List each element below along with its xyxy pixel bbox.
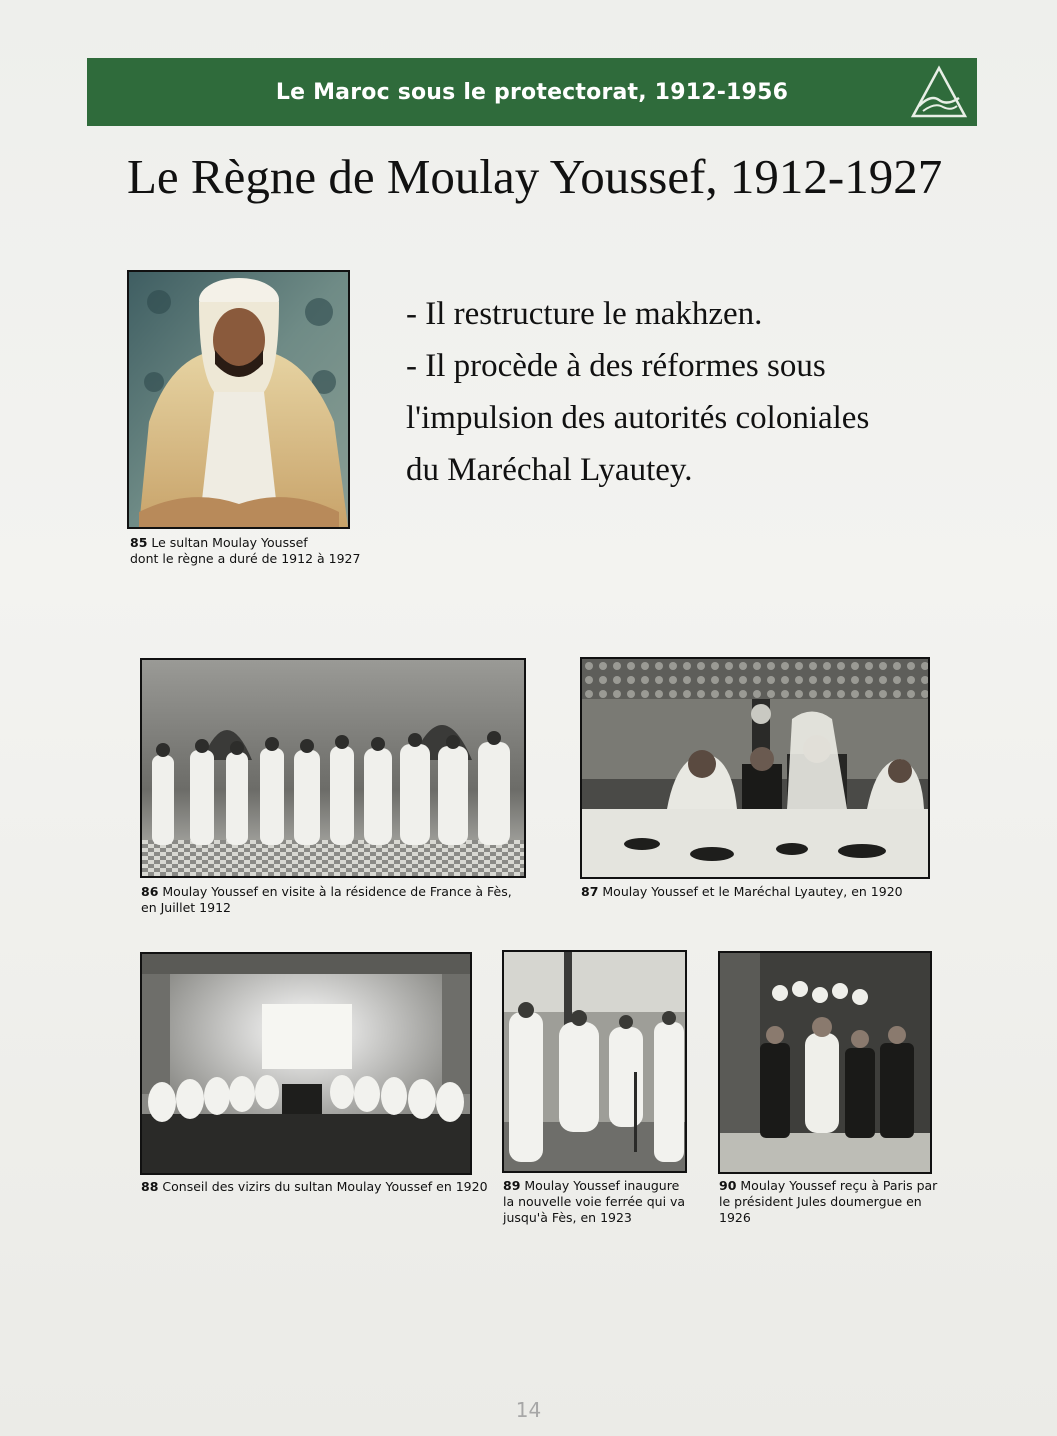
bullet-line: - Il restructure le makhzen. <box>406 296 763 332</box>
caption-line: Moulay Youssef reçu à Paris par <box>740 1178 938 1193</box>
portrait-photo <box>127 270 350 529</box>
caption-line: Moulay Youssef en visite à la résidence de France à Fès, <box>162 884 512 899</box>
caption-line: la nouvelle voie ferrée qui va <box>503 1194 686 1209</box>
figure-88-caption <box>141 1179 501 1195</box>
bullet-line: du Maréchal Lyautey. <box>406 452 693 488</box>
caption-line: Moulay Youssef et le Maréchal Lyautey, en 1920 <box>602 884 903 899</box>
caption-line: le président Jules doumergue en 1926 <box>719 1194 922 1225</box>
caption-line: Le sultan Moulay Youssef <box>151 535 308 550</box>
figure-85-caption <box>130 535 370 567</box>
caption-line: Moulay Youssef inaugure <box>524 1178 680 1193</box>
figure-number: 87 <box>581 884 599 899</box>
mountain-triangle-logo-icon <box>909 64 969 120</box>
bullet-line: - Il procède à des réformes sous <box>406 348 826 384</box>
caption-line: Conseil des vizirs du sultan Moulay Youssef en 1920 <box>162 1179 488 1194</box>
banner-title: Le Maroc sous le protectorat, 1912-1956 <box>275 79 789 105</box>
figure-number: 90 <box>719 1178 737 1193</box>
figure-number: 89 <box>503 1178 521 1193</box>
railway-inauguration-photo <box>502 950 687 1173</box>
page-title: Le Règne de Moulay Youssef, 1912-1927 <box>127 149 943 204</box>
bullet-list <box>406 288 966 496</box>
figure-89-caption <box>503 1178 703 1226</box>
figure-87-caption <box>581 884 981 900</box>
lyautey-meeting-photo <box>580 657 930 879</box>
figure-number: 86 <box>141 884 159 899</box>
caption-line: dont le règne a duré de 1912 à 1927 <box>130 551 361 566</box>
page-number: 14 <box>515 1398 542 1422</box>
caption-line: jusqu'à Fès, en 1923 <box>503 1210 632 1225</box>
figure-86-caption <box>141 884 541 916</box>
figure-number: 88 <box>141 1179 159 1194</box>
residence-visit-photo <box>140 658 526 878</box>
council-of-viziers-photo <box>140 952 472 1175</box>
caption-line: en Juillet 1912 <box>141 900 231 915</box>
header-banner <box>87 58 977 126</box>
figure-90-caption <box>719 1178 949 1226</box>
paris-reception-photo <box>718 951 932 1174</box>
bullet-line: l'impulsion des autorités coloniales <box>406 400 870 436</box>
figure-number: 85 <box>130 535 148 550</box>
